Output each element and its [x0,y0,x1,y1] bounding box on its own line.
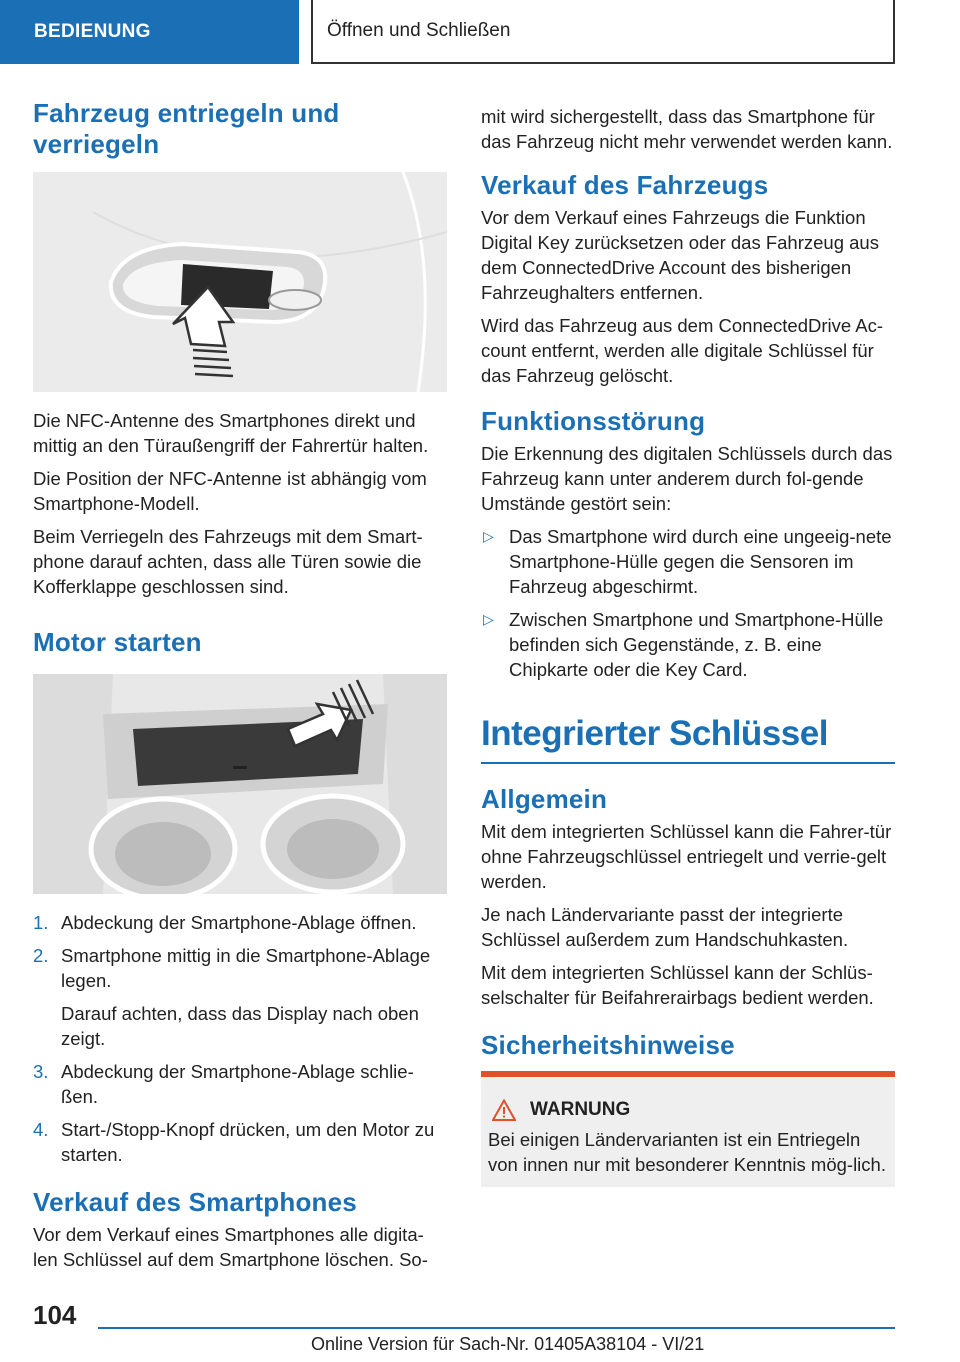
list-item: 2. Smartphone mittig in die Smartphone-Ablage legen. Darauf achten, dass das Display nach oben zeigt. [33,945,431,1049]
paragraph: Mit dem integrierten Schlüssel kann die Fahrer-tür ohne Fahrzeugschlüssel entriegelt und verrie-gelt werden. [481,821,892,892]
list-item: ▷ Zwischen Smartphone und Smartphone-Hülle befinden sich Gegenstände, z. B. eine Chipkarte oder die Key Card. [483,609,884,680]
heading-integrated-key: Integrierter Schlüssel [481,712,895,764]
list-item: 1. Abdeckung der Smartphone-Ablage öffnen. [33,912,417,933]
heading-safety: Sicherheitshinweise [481,1030,735,1060]
warning-text: Bei einigen Ländervarianten ist ein Entriegeln von innen nur mit besonderer Kenntnis mög-lich. [488,1129,886,1175]
phone-tray-illustration [33,674,447,894]
header-chapter-label: Öffnen und Schließen [327,20,511,41]
warning-box [481,1071,895,1187]
header-section-label: BEDIENUNG [34,21,151,42]
header-section [0,0,299,64]
left-column [33,98,447,1280]
paragraph: Die Position der NFC-Antenne ist abhängig vom Smartphone-Modell. [33,468,427,514]
header-chapter [311,0,895,64]
paragraph: Vor dem Verkauf eines Fahrzeugs die Funktion Digital Key zurücksetzen oder das Fahrzeug aus dem ConnectedDrive Account des bisherigen Fahrzeughalters entfernen. [481,207,879,303]
paragraph: Vor dem Verkauf eines Smartphones alle digita-len Schlüssel auf dem Smartphone löschen. So- [33,1224,428,1270]
paragraph: mit wird sichergestellt, dass das Smartphone für das Fahrzeug nicht mehr verwendet werden kann. [481,106,893,152]
right-column [481,104,895,1187]
list-item: ▷ Das Smartphone wird durch eine ungeeig-nete Smartphone-Hülle gegen die Sensoren im Fahrzeug abgeschirmt. [483,526,892,597]
heading-start-engine: Motor starten [33,627,202,657]
paragraph: Wird das Fahrzeug aus dem ConnectedDrive Ac-count entfernt, werden alle digitale Schlüssel für das Fahrzeug gelöscht. [481,315,884,386]
heading-sell-car: Verkauf des Fahrzeugs [481,170,769,200]
triangle-bullet-icon: ▷ [483,528,494,544]
footer-divider [98,1327,895,1329]
heading-fault: Funktionsstörung [481,406,706,436]
warning-triangle-icon [492,1099,516,1121]
fault-list [481,524,895,682]
heading-sell-phone: Verkauf des Smartphones [33,1187,357,1217]
list-item: 4. Start-/Stopp-Knopf drücken, um den Motor zu starten. [33,1119,435,1165]
paragraph: Mit dem integrierten Schlüssel kann der Schlüs-selschalter für Beifahrerairbags bedient werden. [481,962,874,1008]
list-item: 3. Abdeckung der Smartphone-Ablage schlie-ßen. [33,1061,414,1107]
triangle-bullet-icon: ▷ [483,611,494,627]
footer-version-text: Online Version für Sach-Nr. 01405A38104 - VI/21 [311,1334,705,1354]
warning-label: WARNUNG [530,1099,631,1120]
paragraph: Je nach Ländervariante passt der integrierte Schlüssel außerdem zum Handschuhkasten. [481,904,849,950]
paragraph: Beim Verriegeln des Fahrzeugs mit dem Smart-phone darauf achten, dass alle Türen sowie die Kofferklappe geschlossen sind. [33,526,423,597]
door-handle-illustration [33,172,447,392]
paragraph: Die Erkennung des digitalen Schlüssels durch das Fahrzeug kann unter anderem durch fol-gende Umstände gestört sein: [481,443,893,514]
steps-list [33,910,447,1167]
paragraph: Die NFC-Antenne des Smartphones direkt und mittig an den Türaußengriff der Fahrertür halten. [33,410,429,456]
heading-unlock: Fahrzeug entriegeln und verriegeln [33,98,340,159]
page-number: 104 [33,1300,77,1330]
heading-general: Allgemein [481,784,608,814]
